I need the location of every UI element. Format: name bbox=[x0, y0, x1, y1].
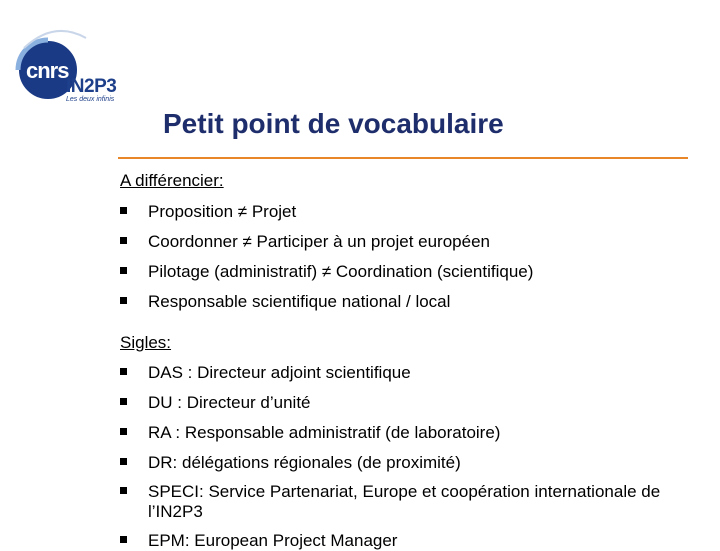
bullet-marker-icon bbox=[120, 487, 127, 494]
logo-tagline: Les deux infinis bbox=[66, 96, 115, 103]
cnrs-wordmark: cnrs bbox=[26, 58, 69, 83]
bullet-marker-icon bbox=[120, 398, 127, 405]
bullet-marker-icon bbox=[120, 297, 127, 304]
page-title: Petit point de vocabulaire bbox=[163, 108, 504, 139]
in2p3-wordmark: IN2P3 bbox=[66, 76, 117, 97]
differencier-heading: A différencier: bbox=[120, 171, 224, 190]
bullet-marker-icon bbox=[120, 207, 127, 214]
bullet-marker-icon bbox=[120, 458, 127, 465]
bullet-marker-icon bbox=[120, 267, 127, 274]
bullet-marker-icon bbox=[120, 428, 127, 435]
cnrs-in2p3-logo bbox=[0, 0, 160, 115]
title-divider bbox=[118, 157, 688, 159]
sigles-heading: Sigles: bbox=[120, 333, 172, 352]
bullet-marker-icon bbox=[120, 237, 127, 244]
bullet-marker-icon bbox=[120, 368, 127, 375]
